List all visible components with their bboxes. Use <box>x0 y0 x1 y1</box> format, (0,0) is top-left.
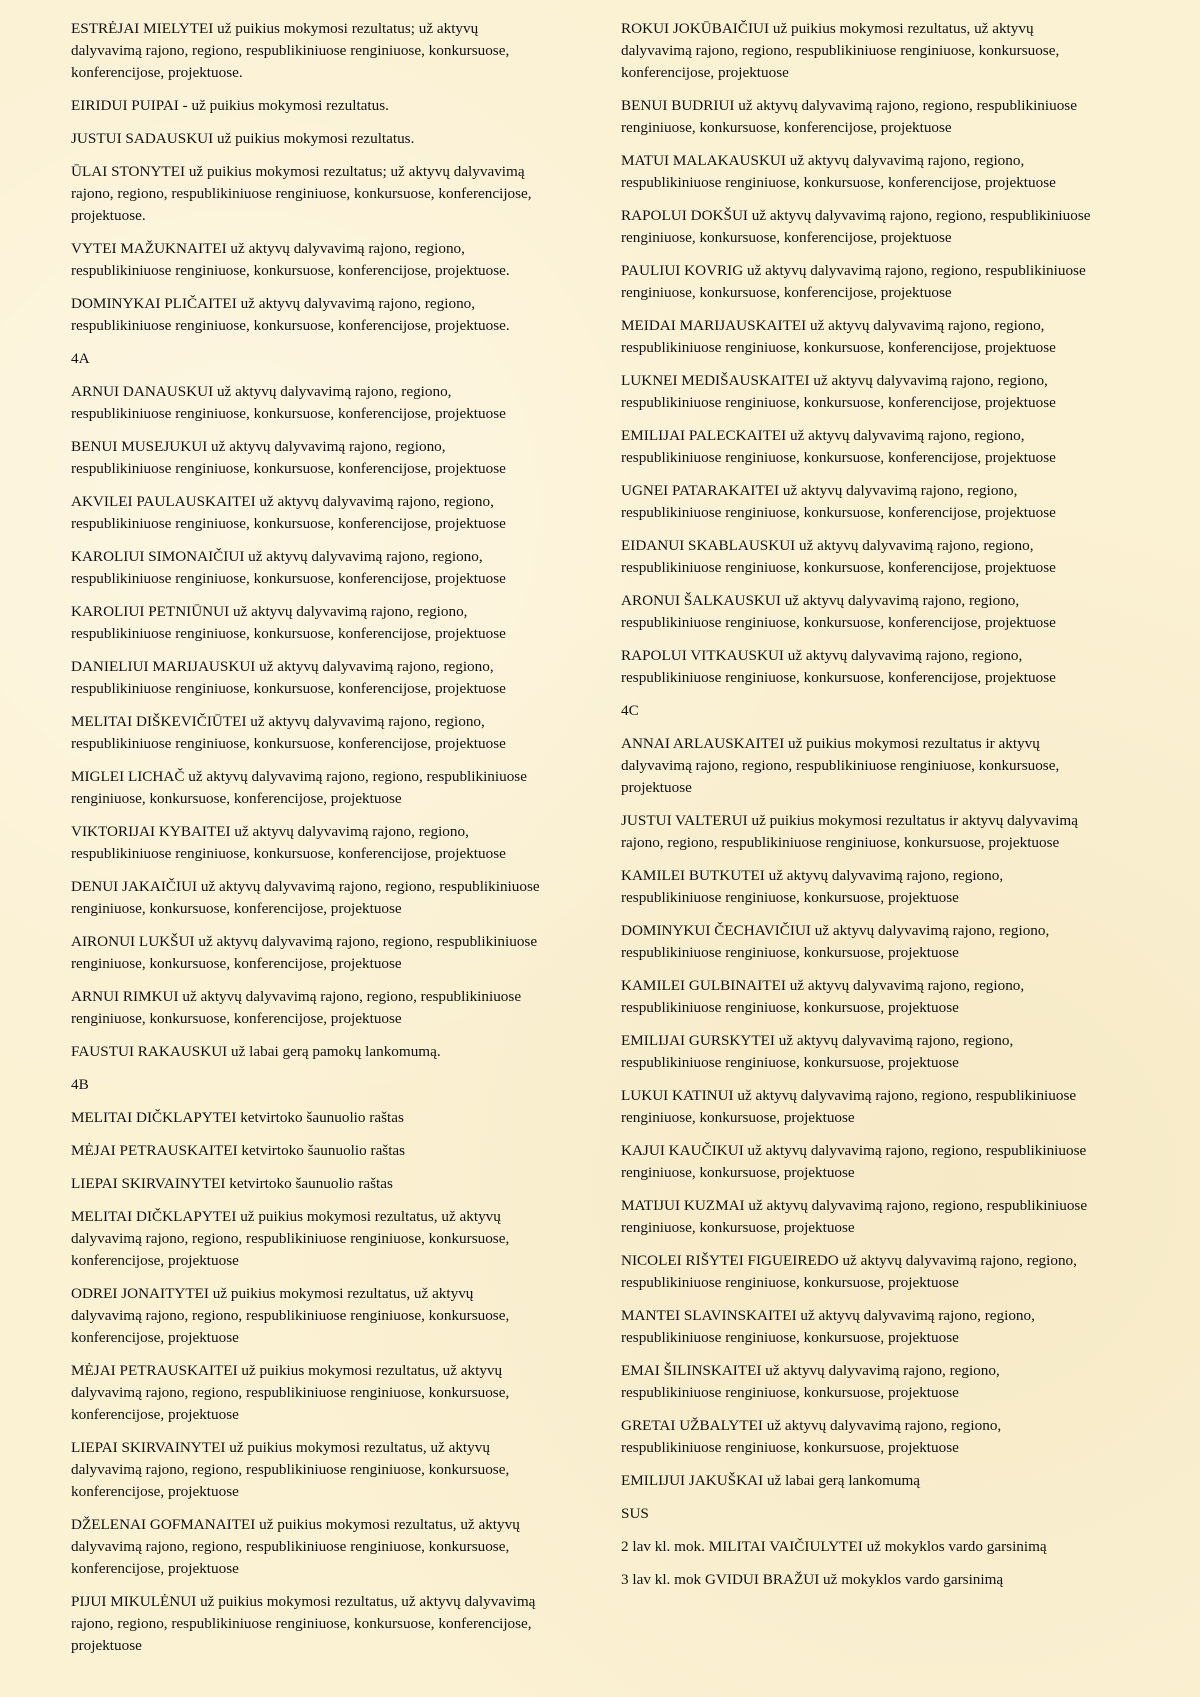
award-entry: KAROLIUI SIMONAIČIUI už aktyvų dalyvavimą rajono, regiono, respublikiniuose renginiuose, konkursuose, konferencijose, projektuose <box>71 548 506 587</box>
award-entry: MEIDAI MARIJAUSKAITEI už aktyvų dalyvavimą rajono, regiono, respublikiniuose renginiuose, konkursuose, konferencijose, projektuose <box>621 317 1056 356</box>
left-column <box>71 18 591 1668</box>
award-entry: EMILIJAI PALECKAITEI už aktyvų dalyvavimą rajono, regiono, respublikiniuose renginiuose, konkursuose, konferencijose, projektuose <box>621 427 1056 466</box>
award-entry: UGNEI PATARAKAITEI už aktyvų dalyvavimą rajono, regiono, respublikiniuose renginiuose, konkursuose, konferencijose, projektuose <box>621 482 1056 521</box>
award-entry: MĖJAI PETRAUSKAITEI ketvirtoko šaunuolio raštas <box>71 1142 406 1159</box>
award-entry: RAPOLUI DOKŠUI už aktyvų dalyvavimą rajono, regiono, respublikiniuose renginiuose, konkursuose, konferencijose, projektuose <box>621 207 1091 246</box>
award-entry: ŪLAI STONYTEI už puikius mokymosi rezultatus; už aktyvų dalyvavimą rajono, regiono, respublikiniuose renginiuose, konkursuose, konferencijose, projektuose. <box>71 163 532 224</box>
award-entry: MĖJAI PETRAUSKAITEI už puikius mokymosi rezultatus, už aktyvų dalyvavimą rajono, regiono, respublikiniuose renginiuose, konkursuose, konferencijose, projektuose <box>71 1362 510 1423</box>
award-entry: LIEPAI SKIRVAINYTEI ketvirtoko šaunuolio raštas <box>71 1175 393 1192</box>
award-entry: MANTEI SLAVINSKAITEI už aktyvų dalyvavimą rajono, regiono, respublikiniuose renginiuose, konkursuose, projektuose <box>621 1307 1035 1346</box>
award-entry: ARNUI RIMKUI už aktyvų dalyvavimą rajono, regiono, respublikiniuose renginiuose, konkursuose, konferencijose, projektuose <box>71 988 522 1027</box>
award-entry: MELITAI DIŠKEVIČIŪTEI už aktyvų dalyvavimą rajono, regiono, respublikiniuose renginiuose, konkursuose, konferencijose, projektuose <box>71 713 506 752</box>
award-entry: KAROLIUI PETNIŪNUI už aktyvų dalyvavimą rajono, regiono, respublikiniuose renginiuose, konkursuose, konferencijose, projektuose <box>71 603 506 642</box>
award-entry: ARNUI DANAUSKUI už aktyvų dalyvavimą rajono, regiono, respublikiniuose renginiuose, konkursuose, konferencijose, projektuose <box>71 383 506 422</box>
award-entry: MELITAI DIČKLAPYTEI ketvirtoko šaunuolio raštas <box>71 1109 404 1126</box>
award-entry: ESTRĖJAI MIELYTEI už puikius mokymosi rezultatus; už aktyvų dalyvavimą rajono, regiono, respublikiniuose renginiuose, konkursuose, konferencijose, projektuose. <box>71 20 510 81</box>
award-entry: ODREI JONAITYTEI už puikius mokymosi rezultatus, už aktyvų dalyvavimą rajono, regiono, respublikiniuose renginiuose, konkursuose, konferencijose, projektuose <box>71 1285 510 1346</box>
award-entry: LUKUI KATINUI už aktyvų dalyvavimą rajono, regiono, respublikiniuose renginiuose, konkursuose, projektuose <box>621 1087 1077 1126</box>
award-entry: KAJUI KAUČIKUI už aktyvų dalyvavimą rajono, regiono, respublikiniuose renginiuose, konkursuose, projektuose <box>621 1142 1087 1181</box>
award-entry: DANIELIUI MARIJAUSKUI už aktyvų dalyvavimą rajono, regiono, respublikiniuose renginiuose, konkursuose, konferencijose, projektuose <box>71 658 506 697</box>
award-entry: MELITAI DIČKLAPYTEI už puikius mokymosi rezultatus, už aktyvų dalyvavimą rajono, regiono, respublikiniuose renginiuose, konkursuose, konferencijose, projektuose <box>71 1208 510 1269</box>
award-entry: DOMINYKAI PLIČAITEI už aktyvų dalyvavimą rajono, regiono, respublikiniuose renginiuose, konkursuose, konferencijose, projektuose. <box>71 295 510 334</box>
award-entry: BENUI MUSEJUKUI už aktyvų dalyvavimą rajono, regiono, respublikiniuose renginiuose, konkursuose, konferencijose, projektuose <box>71 438 506 477</box>
award-entry: ANNAI ARLAUSKAITEI už puikius mokymosi rezultatus ir aktyvų dalyvavimą rajono, regiono, respublikiniuose renginiuose, konkursuose, projektuose <box>621 735 1060 796</box>
award-entry: LIEPAI SKIRVAINYTEI už puikius mokymosi rezultatus, už aktyvų dalyvavimą rajono, regiono, respublikiniuose renginiuose, konkursuose, konferencijose, projektuose <box>71 1439 510 1500</box>
award-entry: EIDANUI SKABLAUSKUI už aktyvų dalyvavimą rajono, regiono, respublikiniuose renginiuose, konkursuose, konferencijose, projektuose <box>621 537 1056 576</box>
award-entry: NICOLEI RIŠYTEI FIGUEIREDO už aktyvų dalyvavimą rajono, regiono, respublikiniuose renginiuose, konkursuose, projektuose <box>621 1252 1077 1291</box>
award-entry: 3 lav kl. mok GVIDUI BRAŽUI už mokyklos vardo garsinimą <box>621 1571 1004 1588</box>
award-entry: AIRONUI LUKŠUI už aktyvų dalyvavimą rajono, regiono, respublikiniuose renginiuose, konkursuose, konferencijose, projektuose <box>71 933 538 972</box>
award-entry: JUSTUI VALTERUI už puikius mokymosi rezultatus ir aktyvų dalyvavimą rajono, regiono, respublikiniuose renginiuose, konkursuose, projektuose <box>621 812 1078 851</box>
award-entry: DOMINYKUI ČECHAVIČIUI už aktyvų dalyvavimą rajono, regiono, respublikiniuose renginiuose, konkursuose, projektuose <box>621 922 1050 961</box>
award-entry: 2 lav kl. mok. MILITAI VAIČIULYTEI už mokyklos vardo garsinimą <box>621 1538 1047 1555</box>
award-entry: DŽELENAI GOFMANAITEI už puikius mokymosi rezultatus, už aktyvų dalyvavimą rajono, regiono, respublikiniuose renginiuose, konkursuose, konferencijose, projektuose <box>71 1516 520 1577</box>
class-heading: 4B <box>71 1076 89 1093</box>
award-entry: DENUI JAKAIČIUI už aktyvų dalyvavimą rajono, regiono, respublikiniuose renginiuose, konkursuose, konferencijose, projektuose <box>71 878 540 917</box>
award-entry: KAMILEI GULBINAITEI už aktyvų dalyvavimą rajono, regiono, respublikiniuose renginiuose, konkursuose, projektuose <box>621 977 1025 1016</box>
right-column <box>621 18 1141 1602</box>
award-entry: GRETAI UŽBALYTEI už aktyvų dalyvavimą rajono, regiono, respublikiniuose renginiuose, konkursuose, projektuose <box>621 1417 1002 1456</box>
award-entry: RAPOLUI VITKAUSKUI už aktyvų dalyvavimą rajono, regiono, respublikiniuose renginiuose, konkursuose, konferencijose, projektuose <box>621 647 1056 686</box>
award-entry: MIGLEI LICHAČ už aktyvų dalyvavimą rajono, regiono, respublikiniuose renginiuose, konkursuose, konferencijose, projektuose <box>71 768 527 807</box>
award-entry: PAULIUI KOVRIG už aktyvų dalyvavimą rajono, regiono, respublikiniuose renginiuose, konkursuose, konferencijose, projektuose <box>621 262 1086 301</box>
class-heading: 4C <box>621 702 639 719</box>
award-entry: ROKUI JOKŪBAIČIUI už puikius mokymosi rezultatus, už aktyvų dalyvavimą rajono, regiono, respublikiniuose renginiuose, konkursuose, konferencijose, projektuose <box>621 20 1060 81</box>
class-heading: 4A <box>71 350 90 367</box>
award-entry: VIKTORIJAI KYBAITEI už aktyvų dalyvavimą rajono, regiono, respublikiniuose renginiuose, konkursuose, konferencijose, projektuose <box>71 823 506 862</box>
award-entry: EIRIDUI PUIPAI - už puikius mokymosi rezultatus. <box>71 97 389 114</box>
award-entry: EMILIJAI GURSKYTEI už aktyvų dalyvavimą rajono, regiono, respublikiniuose renginiuose, konkursuose, projektuose <box>621 1032 1014 1071</box>
award-entry: FAUSTUI RAKAUSKUI už labai gerą pamokų lankomumą. <box>71 1043 441 1060</box>
award-entry: VYTEI MAŽUKNAITEI už aktyvų dalyvavimą rajono, regiono, respublikiniuose renginiuose, konkursuose, konferencijose, projektuose. <box>71 240 510 279</box>
award-entry: PIJUI MIKULĖNUI už puikius mokymosi rezultatus, už aktyvų dalyvavimą rajono, regiono, respublikiniuose renginiuose, konkursuose, konferencijose, projektuose <box>71 1593 536 1654</box>
award-entry: MATIJUI KUZMAI už aktyvų dalyvavimą rajono, regiono, respublikiniuose renginiuose, konkursuose, projektuose <box>621 1197 1088 1236</box>
award-entry: EMILIJUI JAKUŠKAI už labai gerą lankomumą <box>621 1472 921 1489</box>
award-entry: LUKNEI MEDIŠAUSKAITEI už aktyvų dalyvavimą rajono, regiono, respublikiniuose renginiuose, konkursuose, konferencijose, projektuose <box>621 372 1056 411</box>
award-entry: BENUI BUDRIUI už aktyvų dalyvavimą rajono, regiono, respublikiniuose renginiuose, konkursuose, konferencijose, projektuose <box>621 97 1077 136</box>
award-entry: EMAI ŠILINSKAITEI už aktyvų dalyvavimą rajono, regiono, respublikiniuose renginiuose, konkursuose, projektuose <box>621 1362 1000 1401</box>
award-entry: ARONUI ŠALKAUSKUI už aktyvų dalyvavimą rajono, regiono, respublikiniuose renginiuose, konkursuose, konferencijose, projektuose <box>621 592 1056 631</box>
award-entry: MATUI MALAKAUSKUI už aktyvų dalyvavimą rajono, regiono, respublikiniuose renginiuose, konkursuose, konferencijose, projektuose <box>621 152 1056 191</box>
award-entry: AKVILEI PAULAUSKAITEI už aktyvų dalyvavimą rajono, regiono, respublikiniuose renginiuose, konkursuose, konferencijose, projektuose <box>71 493 506 532</box>
award-entry: JUSTUI SADAUSKUI už puikius mokymosi rezultatus. <box>71 130 415 147</box>
class-heading: SUS <box>621 1505 649 1522</box>
award-entry: KAMILEI BUTKUTEI už aktyvų dalyvavimą rajono, regiono, respublikiniuose renginiuose, konkursuose, projektuose <box>621 867 1004 906</box>
